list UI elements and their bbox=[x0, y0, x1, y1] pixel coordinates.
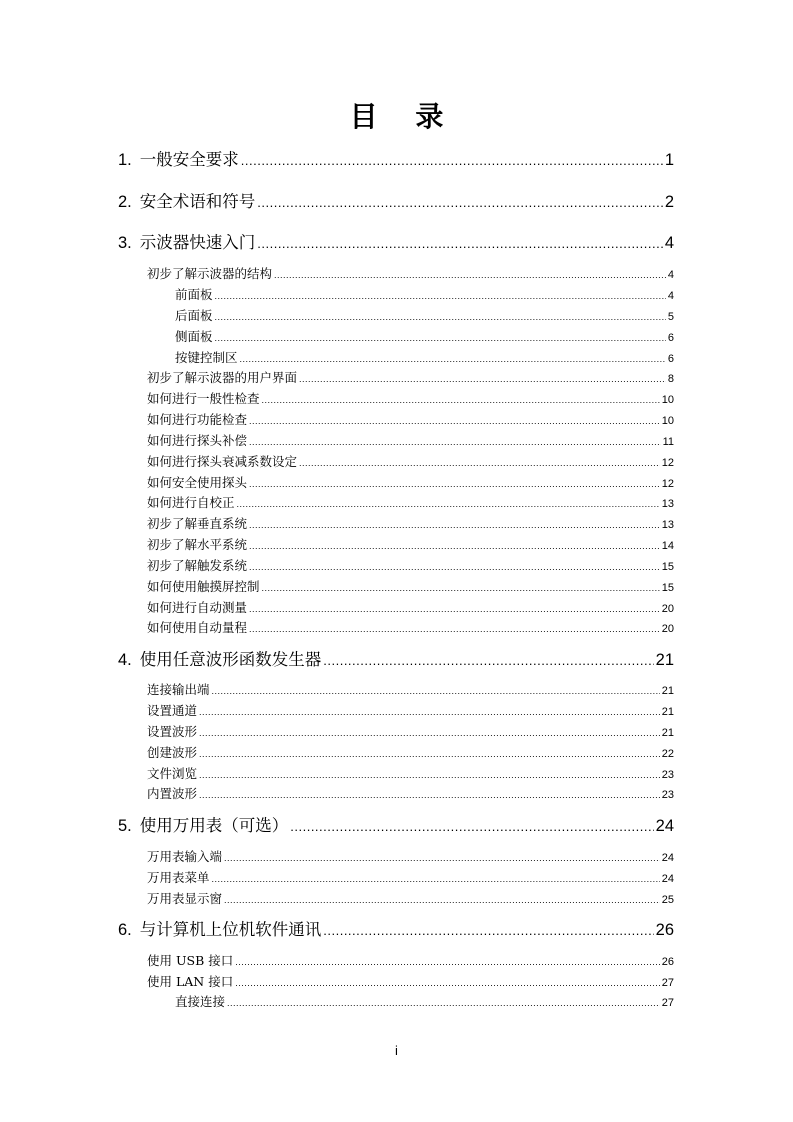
toc-entry-page: 27 bbox=[661, 977, 674, 989]
toc-entry[interactable] bbox=[118, 188, 674, 212]
toc-entry[interactable] bbox=[118, 646, 674, 670]
toc-entry-page: 13 bbox=[661, 498, 674, 510]
toc-entry-label: 如何进行探头衰减系数设定 bbox=[147, 454, 298, 469]
toc-entry[interactable] bbox=[118, 916, 674, 940]
toc-entry-page: 12 bbox=[661, 478, 674, 490]
toc-entry[interactable] bbox=[147, 889, 674, 907]
toc-dot-leader bbox=[237, 499, 660, 509]
toc-dot-leader bbox=[249, 624, 660, 634]
toc-dot-leader bbox=[299, 458, 660, 468]
toc-entry[interactable] bbox=[147, 535, 674, 553]
toc-entry-page: 10 bbox=[661, 415, 674, 427]
toc-entry-number: 5. bbox=[118, 817, 132, 835]
toc-dot-leader bbox=[212, 874, 660, 884]
toc-dot-leader bbox=[249, 479, 660, 489]
toc-entry[interactable] bbox=[175, 327, 674, 345]
toc-dot-leader bbox=[240, 354, 666, 364]
toc-entry-page: 12 bbox=[661, 457, 674, 469]
toc-entry[interactable] bbox=[147, 264, 674, 282]
toc-entry-page: 23 bbox=[661, 769, 674, 781]
toc-entry-page: 15 bbox=[661, 582, 674, 594]
toc-entry-page: 24 bbox=[661, 852, 674, 864]
toc-entry-label: 如何进行一般性检查 bbox=[147, 391, 260, 406]
toc-entry-page: 24 bbox=[655, 817, 674, 835]
toc-entry-page: 20 bbox=[661, 603, 674, 615]
page-number: i bbox=[395, 1043, 398, 1058]
toc-entry-number: 4. bbox=[118, 651, 132, 669]
toc-entry-label: 连接输出端 bbox=[147, 682, 210, 697]
toc-dot-leader bbox=[199, 770, 660, 780]
toc-entry-number: 1. bbox=[118, 151, 132, 169]
toc-entry-page: 11 bbox=[662, 436, 674, 448]
toc-entry[interactable] bbox=[147, 514, 674, 532]
toc-entry-page: 22 bbox=[661, 748, 674, 760]
toc-entry-page: 1 bbox=[664, 151, 674, 169]
toc-entry-label: 如何进行自校正 bbox=[147, 495, 235, 510]
toc-entry-label: 一般安全要求 bbox=[139, 150, 239, 169]
toc-dot-leader bbox=[224, 853, 660, 863]
toc-entry[interactable] bbox=[147, 452, 674, 470]
toc-dot-leader bbox=[262, 583, 660, 593]
toc-dot-leader bbox=[249, 604, 660, 614]
toc-dot-leader bbox=[262, 395, 660, 405]
toc-entry-label: 初步了解示波器的结构 bbox=[147, 266, 273, 281]
toc-entry[interactable] bbox=[147, 431, 674, 449]
toc-entry-page: 25 bbox=[661, 894, 674, 906]
toc-dot-leader bbox=[212, 686, 660, 696]
toc-entry-label: 使用 LAN 接口 bbox=[147, 974, 234, 989]
toc-entry[interactable] bbox=[147, 847, 674, 865]
toc-entry-number: 2. bbox=[118, 193, 132, 211]
toc-entry[interactable] bbox=[147, 473, 674, 491]
toc-entry-label: 示波器快速入门 bbox=[139, 233, 256, 252]
toc-entry-label: 前面板 bbox=[175, 287, 213, 302]
toc-entry-page: 21 bbox=[661, 727, 674, 739]
toc-dot-leader bbox=[257, 236, 663, 251]
toc-entry[interactable] bbox=[147, 577, 674, 595]
toc-entry-label: 如何进行功能检查 bbox=[147, 412, 248, 427]
toc-entry-page: 5 bbox=[667, 311, 674, 323]
toc-entry-label: 使用任意波形函数发生器 bbox=[139, 650, 322, 669]
toc-entry[interactable] bbox=[147, 368, 674, 386]
toc-entry[interactable] bbox=[175, 992, 674, 1010]
toc-dot-leader bbox=[299, 374, 666, 384]
toc-entry-label: 初步了解水平系统 bbox=[147, 537, 248, 552]
toc-entry-page: 8 bbox=[667, 373, 674, 385]
toc-entry-label: 如何安全使用探头 bbox=[147, 475, 248, 490]
toc-entry[interactable] bbox=[147, 972, 674, 990]
toc-entry-label: 如何使用触摸屏控制 bbox=[147, 579, 260, 594]
toc-entry[interactable] bbox=[147, 493, 674, 511]
toc-entry-label: 按键控制区 bbox=[175, 350, 238, 365]
toc-entry-label: 万用表输入端 bbox=[147, 849, 223, 864]
toc-dot-leader bbox=[215, 333, 666, 343]
toc-entry[interactable] bbox=[147, 743, 674, 761]
toc-entry[interactable] bbox=[118, 812, 674, 836]
toc-entry-page: 4 bbox=[667, 290, 674, 302]
toc-entry-label: 内置波形 bbox=[147, 786, 198, 801]
toc-dot-leader bbox=[249, 520, 660, 530]
toc-entry-label: 万用表菜单 bbox=[147, 870, 210, 885]
toc-entry-label: 侧面板 bbox=[175, 329, 213, 344]
toc-dot-leader bbox=[274, 270, 666, 280]
toc-entry[interactable] bbox=[147, 951, 674, 969]
toc-entry-number: 6. bbox=[118, 921, 132, 939]
toc-dot-leader bbox=[199, 707, 660, 717]
toc-entry[interactable] bbox=[118, 229, 674, 253]
toc-entry-label: 安全术语和符号 bbox=[139, 192, 256, 211]
toc-entry-page: 24 bbox=[661, 873, 674, 885]
toc-entry[interactable] bbox=[147, 784, 674, 802]
toc-dot-leader bbox=[323, 923, 653, 938]
toc-entry-page: 6 bbox=[667, 353, 674, 365]
toc-entry-label: 设置通道 bbox=[147, 703, 198, 718]
toc-entry-page: 6 bbox=[667, 332, 674, 344]
toc-entry-label: 设置波形 bbox=[147, 724, 198, 739]
toc-entry-label: 创建波形 bbox=[147, 745, 198, 760]
toc-entry-label: 初步了解示波器的用户界面 bbox=[147, 370, 298, 385]
toc-entry-label: 如何进行探头补偿 bbox=[147, 433, 248, 448]
toc-entry-page: 20 bbox=[661, 623, 674, 635]
toc-entry-page: 15 bbox=[661, 561, 674, 573]
toc-entry-label: 初步了解触发系统 bbox=[147, 558, 248, 573]
toc-entry-number: 3. bbox=[118, 234, 132, 252]
toc-entry-label: 文件浏览 bbox=[147, 766, 198, 781]
toc-entry-label: 如何使用自动量程 bbox=[147, 620, 248, 635]
toc-entry[interactable] bbox=[147, 764, 674, 782]
toc-dot-leader bbox=[235, 957, 660, 967]
toc-entry[interactable] bbox=[147, 389, 674, 407]
toc-entry[interactable] bbox=[147, 701, 674, 719]
toc-dot-leader bbox=[199, 749, 660, 759]
toc-entry-label: 如何进行自动测量 bbox=[147, 600, 248, 615]
toc-entry-page: 10 bbox=[661, 394, 674, 406]
toc-entry-page: 21 bbox=[661, 706, 674, 718]
toc-entry[interactable] bbox=[147, 556, 674, 574]
toc-entry[interactable] bbox=[175, 285, 674, 303]
page-title: 目 录 bbox=[349, 100, 458, 133]
toc-entry-label: 使用万用表（可选） bbox=[139, 816, 289, 835]
toc-entry-page: 26 bbox=[655, 921, 674, 939]
toc-dot-leader bbox=[227, 998, 660, 1008]
toc-dot-leader bbox=[249, 562, 660, 572]
toc-entry-label: 使用 USB 接口 bbox=[147, 953, 234, 968]
toc-entry-page: 2 bbox=[664, 193, 674, 211]
toc-entry[interactable] bbox=[147, 722, 674, 740]
toc-dot-leader bbox=[215, 312, 666, 322]
toc-entry[interactable] bbox=[147, 680, 674, 698]
toc-entry-label: 与计算机上位机软件通讯 bbox=[139, 920, 322, 939]
toc-entry-label: 后面板 bbox=[175, 308, 213, 323]
toc-entry[interactable] bbox=[147, 618, 674, 636]
toc-dot-leader bbox=[199, 728, 660, 738]
toc-entry-page: 4 bbox=[664, 234, 674, 252]
toc-entry[interactable] bbox=[118, 146, 674, 170]
toc-entry-page: 4 bbox=[667, 269, 674, 281]
toc-entry-page: 21 bbox=[661, 685, 674, 697]
toc-entry-page: 21 bbox=[655, 651, 674, 669]
toc-entry[interactable] bbox=[175, 348, 674, 366]
toc-dot-leader bbox=[249, 541, 660, 551]
toc-entry-label: 初步了解垂直系统 bbox=[147, 516, 248, 531]
toc-entry[interactable] bbox=[175, 306, 674, 324]
toc-dot-leader bbox=[249, 416, 660, 426]
toc-entry-page: 26 bbox=[661, 956, 674, 968]
toc-dot-leader bbox=[235, 978, 660, 988]
toc-entry[interactable] bbox=[147, 410, 674, 428]
toc-entry-page: 14 bbox=[661, 540, 674, 552]
toc-dot-leader bbox=[249, 437, 661, 447]
toc-dot-leader bbox=[215, 291, 666, 301]
toc-entry-page: 23 bbox=[661, 789, 674, 801]
toc-entry[interactable] bbox=[147, 598, 674, 616]
toc-entry-page: 27 bbox=[661, 997, 674, 1009]
toc-entry-page: 13 bbox=[661, 519, 674, 531]
toc-dot-leader bbox=[323, 653, 653, 668]
toc-entry-label: 万用表显示窗 bbox=[147, 891, 223, 906]
toc-dot-leader bbox=[257, 195, 663, 210]
toc-dot-leader bbox=[224, 895, 660, 905]
toc-entry[interactable] bbox=[147, 868, 674, 886]
toc-entry-label: 直接连接 bbox=[175, 994, 226, 1009]
toc-dot-leader bbox=[199, 790, 660, 800]
toc-dot-leader bbox=[241, 153, 663, 168]
toc-dot-leader bbox=[290, 819, 653, 834]
